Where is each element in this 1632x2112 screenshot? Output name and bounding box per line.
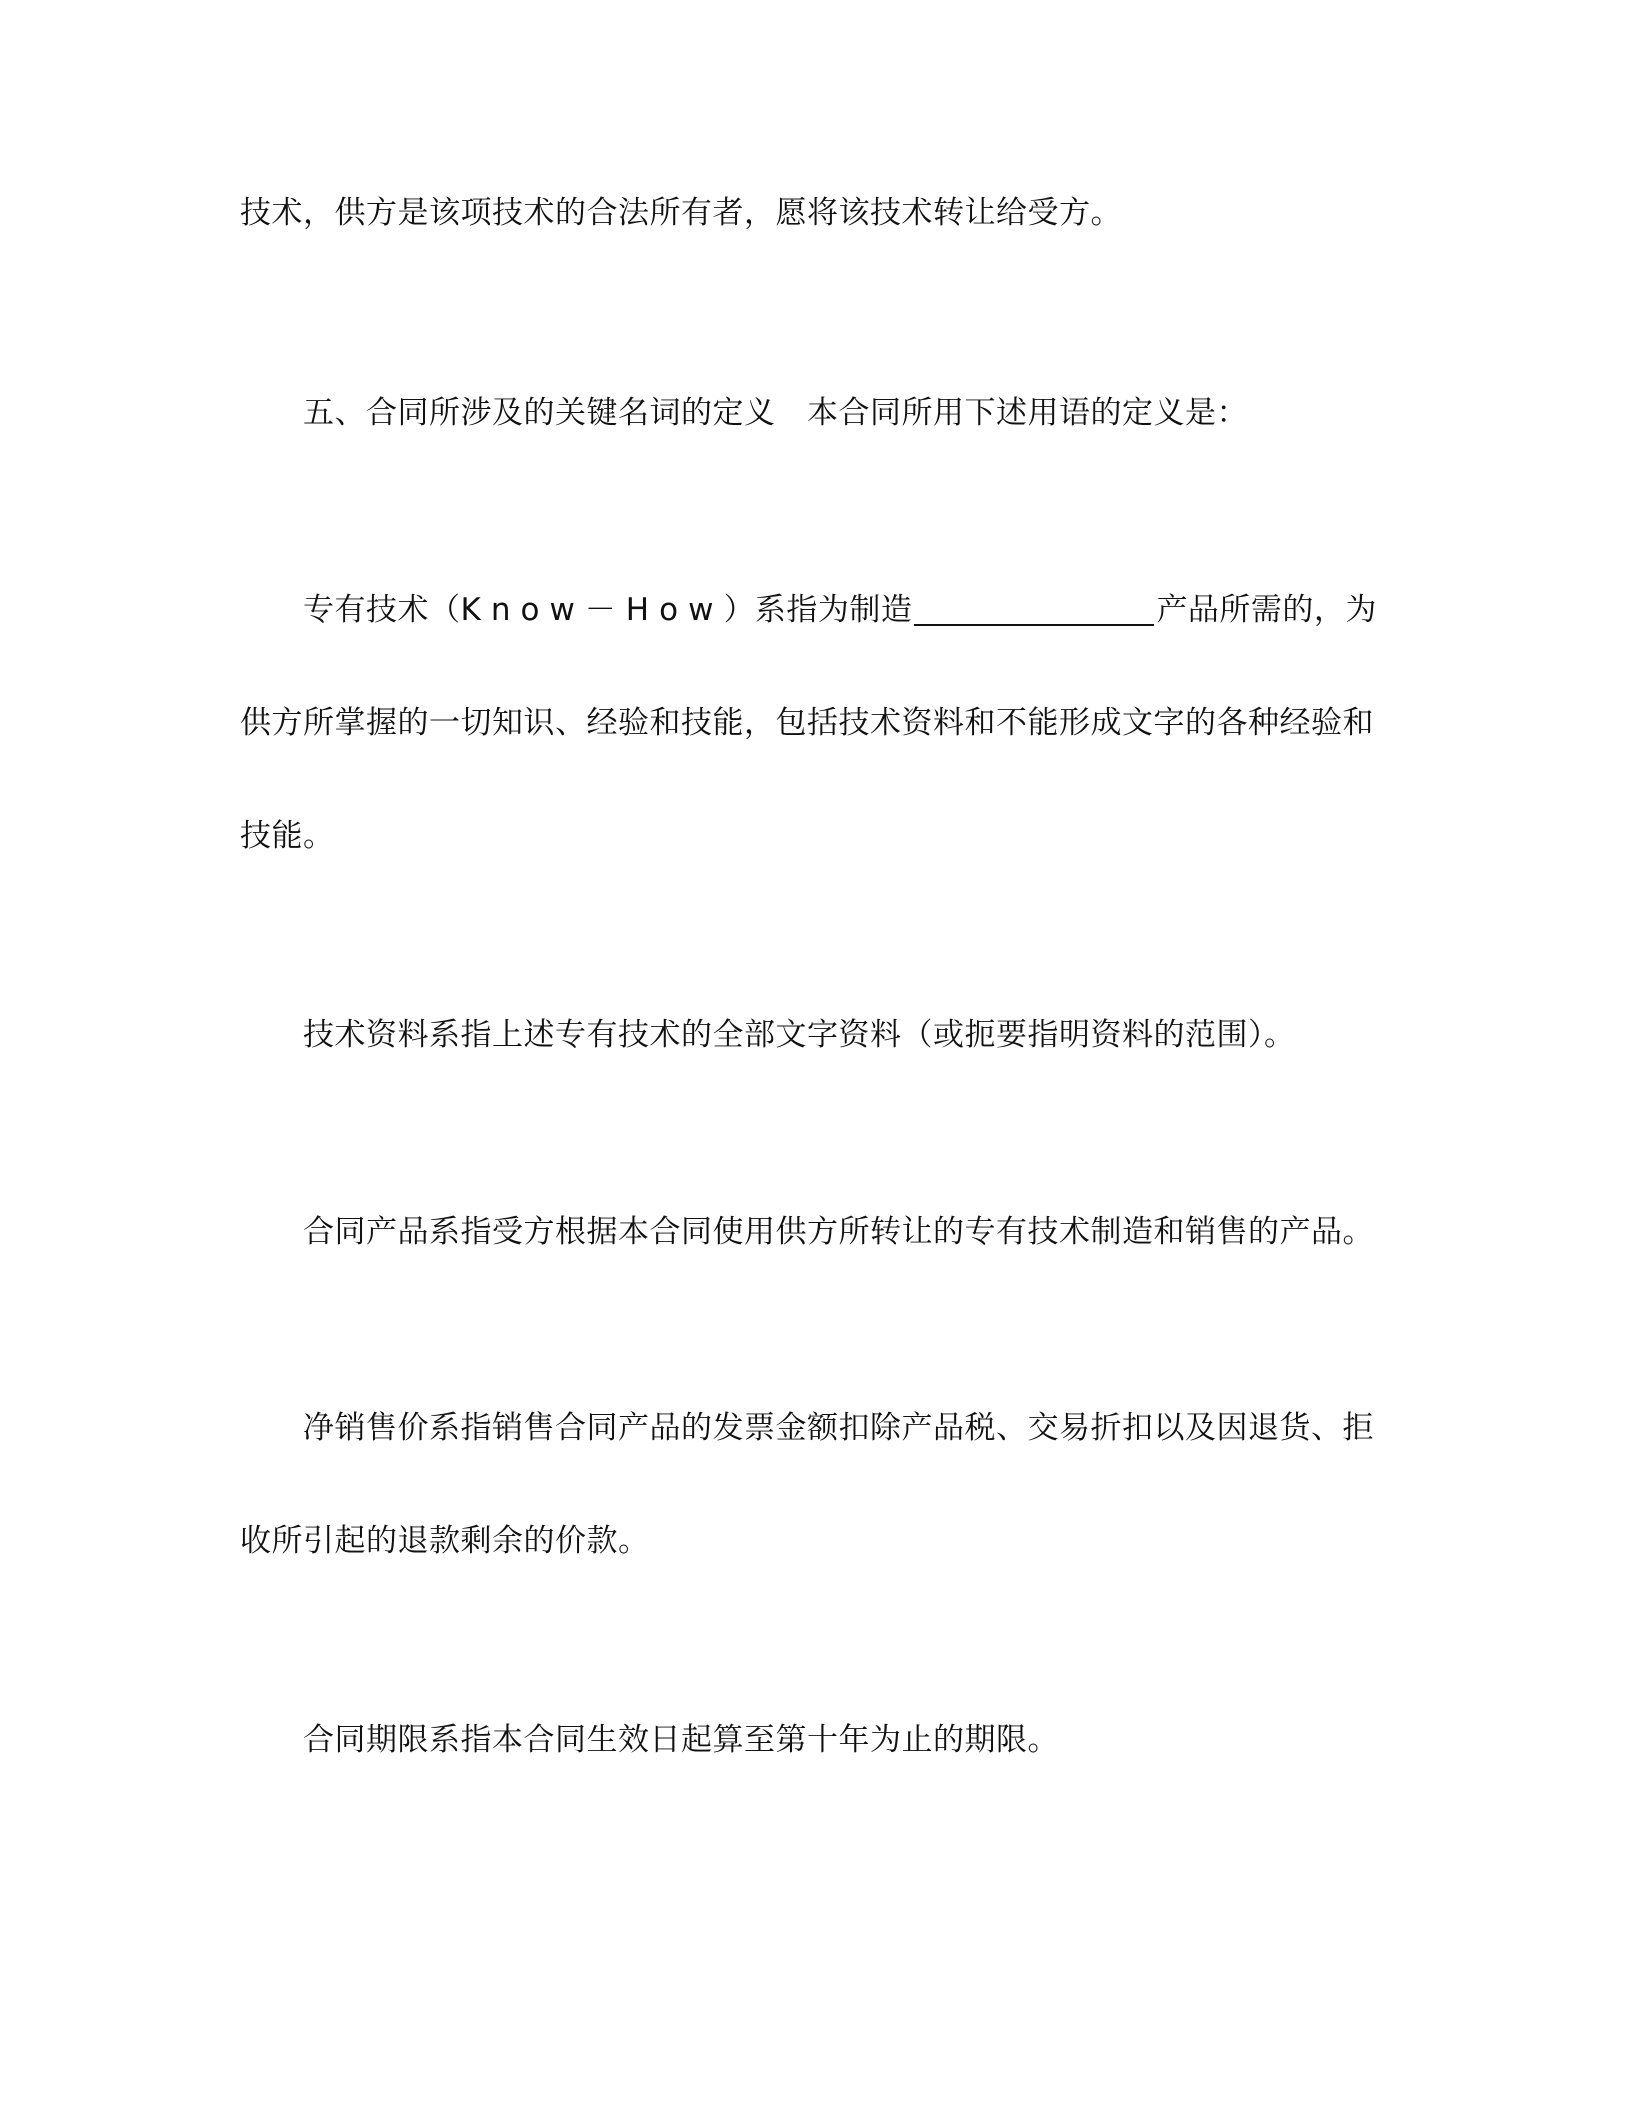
know-how-mid: ）系指为制造 [723, 592, 913, 628]
paragraph-technical-data: 技术资料系指上述专有技术的全部文字资料（或扼要指明资料的范围）。 [303, 1017, 1296, 1053]
paragraph-know-how-line2: 供方所掌握的一切知识、经验和技能，包括技术资料和不能形成文字的各种经验和 [240, 705, 1374, 741]
paragraph-net-price-line1: 净销售价系指销售合同产品的发票金额扣除产品税、交易折扣以及因退货、拒 [303, 1410, 1374, 1446]
paragraph-net-price-line2: 收所引起的退款剩余的价款。 [240, 1523, 650, 1559]
know-how-suffix: 产品所需的，为 [1156, 592, 1377, 628]
paragraph-contract-term: 合同期限系指本合同生效日起算至第十年为止的期限。 [303, 1722, 1059, 1758]
paragraph-tech-ownership: 技术，供方是该项技术的合法所有者，愿将该技术转让给受方。 [240, 195, 1122, 231]
paragraph-know-how-line3: 技能。 [240, 818, 335, 854]
know-how-term: Know－How [460, 592, 724, 628]
paragraph-contract-product: 合同产品系指受方根据本合同使用供方所转让的专有技术制造和销售的产品。 [303, 1214, 1374, 1250]
section-five-heading: 五、合同所涉及的关键名词的定义 本合同所用下述用语的定义是： [303, 395, 1248, 431]
product-name-blank [914, 592, 1154, 626]
know-how-prefix: 专有技术（ [303, 592, 461, 628]
paragraph-know-how-line1 [303, 590, 1377, 630]
